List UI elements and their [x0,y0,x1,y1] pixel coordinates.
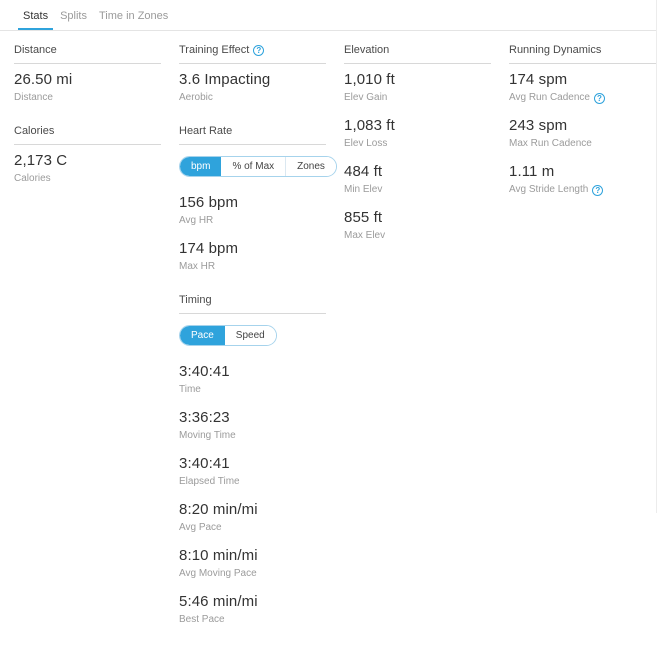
section-title-label: Distance [14,44,57,56]
stat-value: 8:10 min/mi [179,547,258,564]
stat-value: 3.6 Impacting [179,71,271,88]
stat-value: 5:46 min/mi [179,593,258,610]
tab-splits[interactable]: Splits [60,10,87,22]
stat-avg-run-cadence [509,70,656,104]
section-title-distance [14,44,161,64]
stat-value: 2,173 C [14,152,68,169]
column-running-dynamics [509,44,656,647]
help-icon[interactable]: ? [253,45,264,56]
toggle-speed[interactable]: Speed [225,326,276,345]
section-training-effect [179,44,326,104]
tab-time-in-zones[interactable]: Time in Zones [98,10,169,22]
stat-time [179,362,326,396]
stat-moving-time [179,408,326,442]
stat-max-hr [179,239,326,273]
stat-label: Min Elev [344,184,383,195]
stat-value: 3:40:41 [179,455,230,472]
stat-value: 174 bpm [179,240,239,257]
section-running-dynamics [509,44,656,196]
stat-value: 1,083 ft [344,117,395,134]
section-title-calories [14,125,161,145]
stat-avg-moving-pace [179,546,326,580]
stat-value: 1,010 ft [344,71,395,88]
stat-avg-stride-length [509,162,656,196]
stat-min-elev [344,162,491,196]
stat-avg-hr [179,193,326,227]
toggle-bpm[interactable]: bpm [180,157,221,176]
tab-bar [0,0,656,31]
stat-label: Max HR [179,261,216,272]
stat-elev-loss [344,116,491,150]
toggle-percent-of-max[interactable]: % of Max [221,157,285,176]
stat-value: 855 ft [344,209,383,226]
section-title-running-dynamics [509,44,656,64]
section-timing [179,294,326,626]
stat-best-pace [179,592,326,626]
section-title-label: Training Effect [179,44,250,56]
help-icon[interactable]: ? [594,93,605,104]
stat-distance [14,70,161,104]
stat-label: Aerobic [179,92,213,103]
stat-value: 3:40:41 [179,363,230,380]
stat-label: Avg Moving Pace [179,568,257,579]
stat-training-effect [179,70,326,104]
section-title-heart-rate [179,125,326,145]
stat-label: Avg Pace [179,522,222,533]
stat-elev-gain [344,70,491,104]
stat-label: Best Pace [179,614,225,625]
section-title-label: Elevation [344,44,390,56]
timing-unit-toggle [179,325,277,346]
section-title-elevation [344,44,491,64]
column-distance-calories [14,44,161,647]
section-distance [14,44,161,104]
stat-value: 3:36:23 [179,409,230,426]
tab-stats[interactable]: Stats [18,0,53,30]
stat-label: Time [179,384,201,395]
column-training-heart-timing [179,44,326,647]
section-heart-rate [179,125,326,273]
stat-max-elev [344,208,491,242]
stat-elapsed-time [179,454,326,488]
stat-value: 156 bpm [179,194,239,211]
stat-value: 26.50 mi [14,71,73,88]
column-elevation [344,44,491,647]
section-title-label: Running Dynamics [509,44,602,56]
stat-label: Max Run Cadence [509,138,592,149]
section-title-label: Heart Rate [179,125,233,137]
section-title-timing [179,294,326,314]
stat-label: Avg Run Cadence ? [509,92,656,104]
section-title-training-effect [179,44,326,64]
section-calories [14,125,161,185]
section-title-label: Timing [179,294,212,306]
stats-grid [0,31,656,647]
stat-label: Calories [14,173,51,184]
heart-rate-unit-toggle [179,156,337,177]
help-icon[interactable]: ? [592,185,603,196]
stat-label: Elapsed Time [179,476,240,487]
stat-value: 8:20 min/mi [179,501,258,518]
stat-calories [14,151,161,185]
toggle-zones[interactable]: Zones [285,157,336,176]
stat-avg-pace [179,500,326,534]
stat-label: Avg Stride Length ? [509,184,656,196]
toggle-pace[interactable]: Pace [180,326,225,345]
stat-label: Max Elev [344,230,386,241]
stat-label: Avg HR [179,215,214,226]
stat-value: 1.11 m [509,163,555,180]
stat-label: Moving Time [179,430,236,441]
stat-max-run-cadence [509,116,656,150]
stat-value: 243 spm [509,117,568,134]
stat-label: Elev Gain [344,92,388,103]
stat-label: Distance [14,92,53,103]
stat-label: Elev Loss [344,138,388,149]
section-title-label: Calories [14,125,55,137]
stat-value: 484 ft [344,163,383,180]
stat-value: 174 spm [509,71,568,88]
section-elevation [344,44,491,242]
